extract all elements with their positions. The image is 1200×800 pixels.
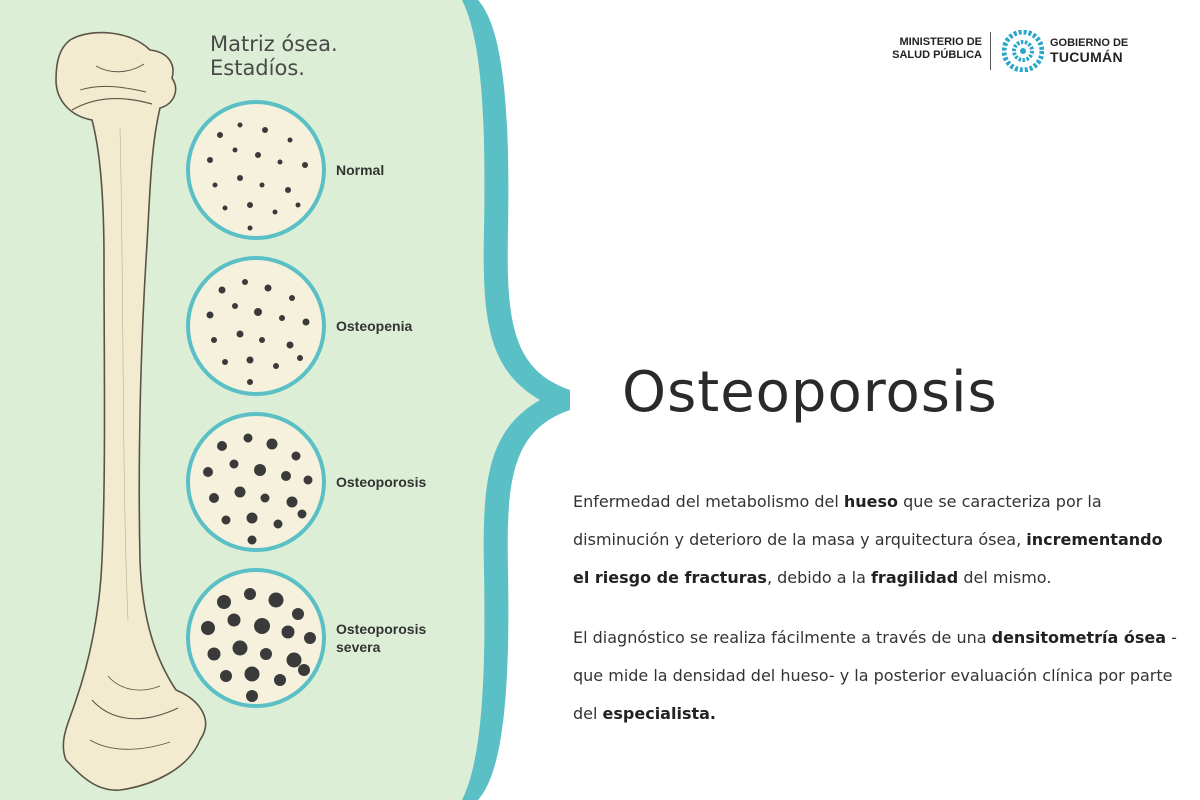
p1-bold-riesgo: incrementando el riesgo de fracturas [573,530,1163,587]
stage-label-severa-line2: severa [336,639,381,655]
matrix-title-line1: Matriz ósea. [210,32,338,56]
stage-circle-osteoporosis [188,414,324,550]
stage-label-osteoporosis: Osteoporosis [336,474,427,490]
stage-label-osteopenia: Osteopenia [336,318,413,334]
p2-bold-densitometria: densitometría ósea [991,628,1167,647]
p1-text-2: que se caracteriza por la disminución y deterioro de la masa y arquitectura ósea, [573,492,1102,549]
p1-text-3: , debido a la [766,568,871,587]
stage-circle-osteopenia [188,258,324,394]
stage-circle-normal [188,102,324,238]
matrix-title [210,32,338,80]
main-title: Osteoporosis [622,360,998,425]
p1-bold-hueso: hueso [843,492,899,511]
p1-text-4: del mismo. [958,568,1052,587]
tucuman-emblem-icon [1002,30,1044,72]
government-line1: GOBIERNO DE [1050,37,1129,49]
stage-label-severa-line1: Osteoporosis [336,621,427,637]
stage-label-osteoporosis-severa [336,620,426,656]
paragraph-definition [573,483,1183,597]
government-label [1050,36,1128,64]
stage-label-normal: Normal [336,162,385,178]
ministry-label [892,36,982,62]
ministry-line2: SALUD PÚBLICA [892,49,982,61]
p1-text-1: Enfermedad del metabolismo del [573,492,844,511]
p2-text-1: El diagnóstico se realiza fácilmente a través de una [573,628,992,647]
p1-bold-fragilidad: fragilidad [870,568,959,587]
logo-divider [990,32,991,70]
p2-text-2: - que mide la densidad del hueso- y la posterior evaluación clínica por parte del [573,628,1177,723]
ministry-line1: MINISTERIO DE [899,36,982,48]
government-logo [892,28,1142,74]
stage-circle-osteoporosis-severa [188,570,324,706]
matrix-title-line2: Estadíos. [210,56,305,80]
p2-bold-especialista: especialista. [602,704,716,723]
government-line2: TUCUMÁN [1050,49,1123,65]
paragraph-diagnosis [573,619,1183,733]
